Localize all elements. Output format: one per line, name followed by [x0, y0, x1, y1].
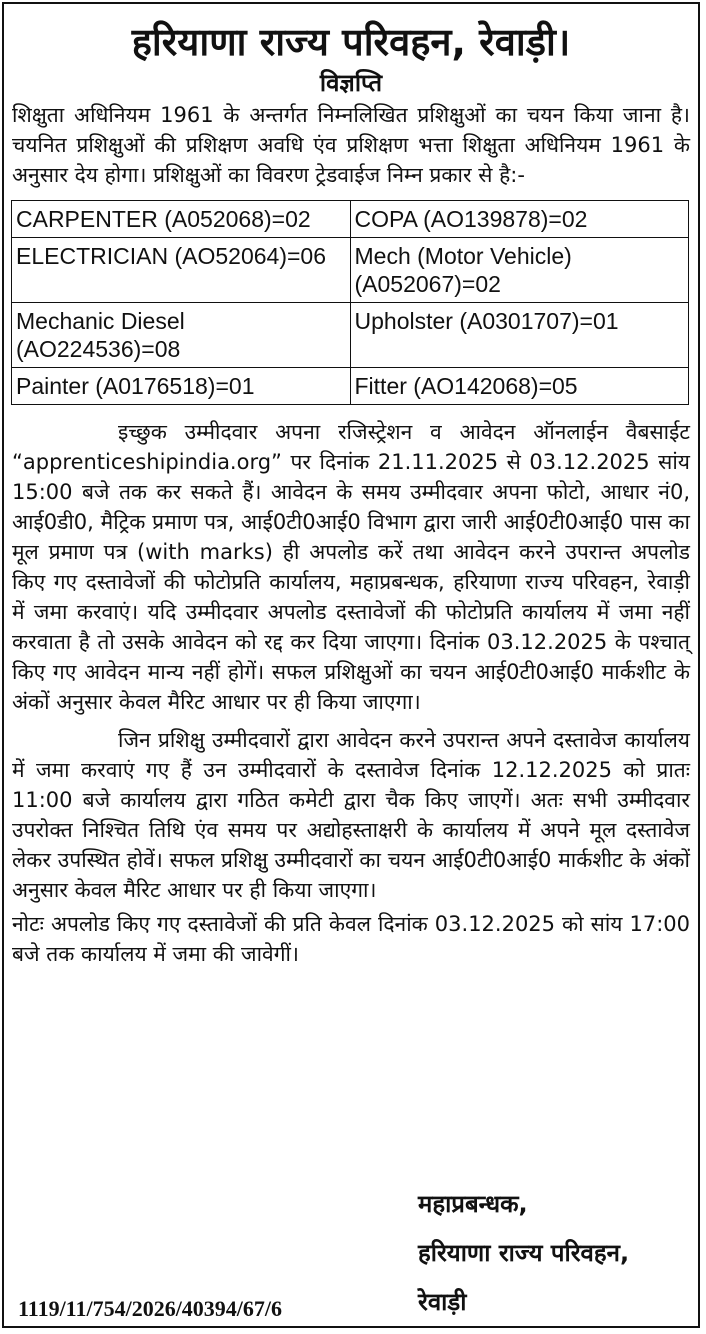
table-cell: Mechanic Diesel (AO224536)=08: [12, 303, 351, 368]
signature-location: रेवाड़ी: [418, 1288, 467, 1316]
table-cell: COPA (AO139878)=02: [350, 201, 689, 238]
signature-department: हरियाणा राज्य परिवहन,: [418, 1239, 630, 1267]
note-paragraph: नोटः अपलोड किए गए दस्तावेजों की प्रति केवल दिनांक 03.12.2025 को सांय 17:00 बजे तक कार्यालय में जमा की जावेगीं।: [12, 912, 690, 966]
reference-number: 1119/11/754/2026/40394/67/6: [18, 1296, 283, 1321]
trades-table: [11, 200, 689, 405]
table-row: [12, 303, 689, 368]
table-cell: ELECTRICIAN (AO52064)=06: [12, 238, 351, 303]
intro-paragraph: शिक्षुता अधिनियम 1961 के अन्तर्गत निम्नलिखित प्रशिक्षुओं का चयन किया जाना है। चयनित प्रशिक्षुओं की प्रशिक्षण अवधि एंव प्रशिक्षण भत्ता शिक्षुता अधिनियम 1961 के अनुसार देय होगा। प्रशिक्षुओं का विवरण ट्रेडवाईज निम्न प्रकार से है:-: [12, 103, 690, 187]
table-cell: CARPENTER (A052068)=02: [12, 201, 351, 238]
application-paragraph: इच्छुक उम्मीदवार अपना रजिस्ट्रेशन व आवेदन ऑनलाईन वैबसाईट “apprenticeshipindia.org” पर दिनांक 21.11.2025 से 03.12.2025 सांय 15:00 बजे तक कर सकते हैं। आवेदन के समय उम्मीदवार अपना फोटो, आधार नं0, आई0डी0, मैट्रिक प्रमाण पत्र, आई0टी0आई0 विभाग द्वारा जारी आई0टी0आई0 पास का मूल प्रमाण पत्र (with marks) ही अपलोड करें तथा आवेदन करने उपरान्त अपलोड किए गए दस्तावेजों की फोटोप्रति कार्यालय, महाप्रबन्धक, हरियाणा राज्य परिवहन, रेवाड़ी में जमा करवाएं। यदि उम्मीदवार अपलोड दस्तावेजों की फोटोप्रति कार्यालय में जमा नहीं करवाता है तो उसके आवेदन को रद्द कर दिया जाएगा। दिनांक 03.12.2025 के पश्चात् किए गए आवेदन मान्य नहीं होगें। सफल प्रशिक्षुओं का चयन आई0टी0आई0 मार्कशीट के अंकों अनुसार केवल मैरिट आधार पर ही किया जाएगा।: [12, 420, 690, 714]
table-cell: Fitter (AO142068)=05: [350, 368, 689, 405]
document-verification-paragraph: जिन प्रशिक्षु उम्मीदवारों द्वारा आवेदन करने उपरान्त अपने दस्तावेज कार्यालय में जमा करवाएं गए हैं उन उम्मीदवारों के दस्तावेज दिनांक 12.12.2025 को प्रातः 11:00 बजे कार्यालय द्वारा गठित कमेटी द्वारा चैक किए जाएगें। अतः सभी उम्मीदवार उपरोक्त निश्चित तिथि एंव समय पर अद्योहस्ताक्षरी के कार्यालय में अपने मूल दस्तावेज लेकर उपस्थित होवें। सफल प्रशिक्षु उम्मीदवारों का चयन आई0टी0आई0 मार्कशीट के अंकों अनुसार केवल मैरिट आधार पर ही किया जाएगा।: [12, 728, 690, 902]
table-cell: Upholster (A0301707)=01: [350, 303, 689, 368]
table-cell: Mech (Motor Vehicle) (A052067)=02: [350, 238, 689, 303]
table-row: [12, 368, 689, 405]
notice-advertisement: [2, 2, 700, 1328]
table-row: [12, 238, 689, 303]
table-cell: Painter (A0176518)=01: [12, 368, 351, 405]
notice-title: हरियाणा राज्य परिवहन, रेवाड़ी।: [131, 20, 571, 64]
table-row: [12, 201, 689, 238]
signature-designation: महाप्रबन्धक,: [418, 1190, 528, 1218]
signature-block: [418, 1180, 629, 1327]
notice-subtitle: विज्ञप्ति: [319, 69, 383, 97]
